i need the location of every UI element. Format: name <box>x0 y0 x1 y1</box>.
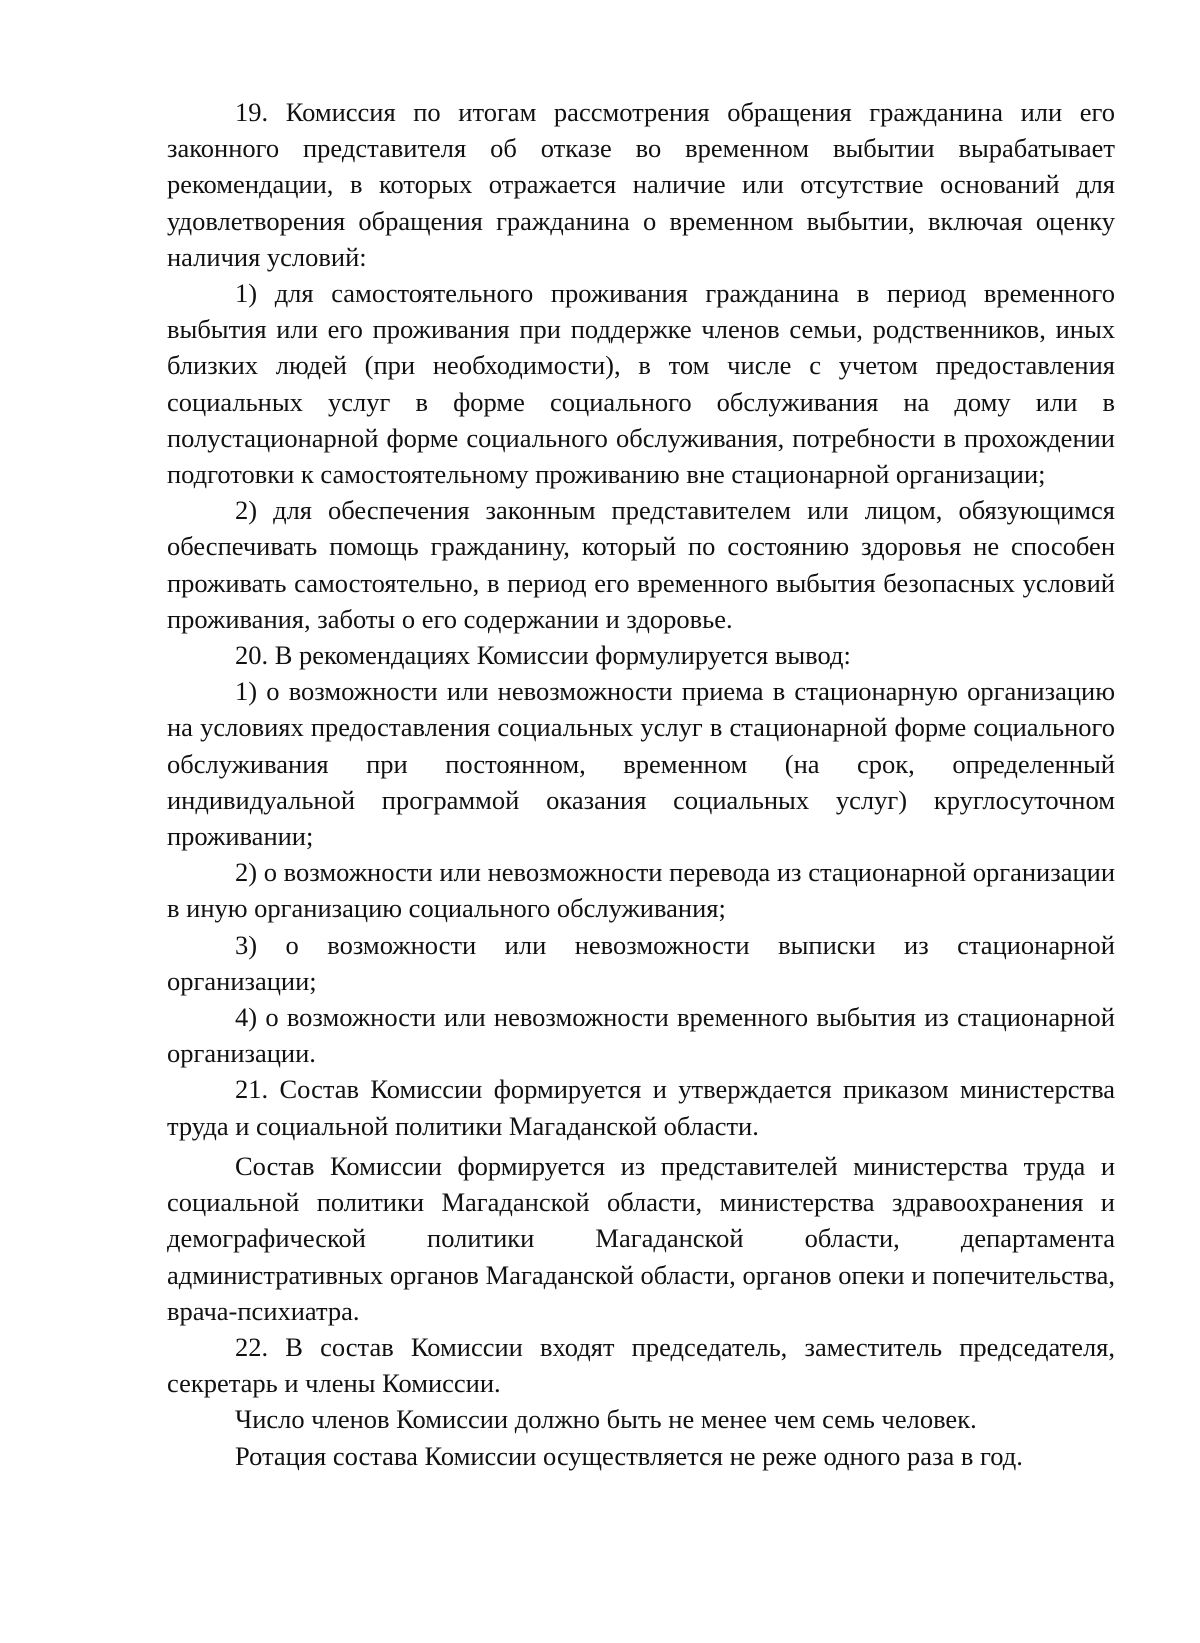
paragraph-20-item-3: 3) о возможности или невозможности выписки из стационарной организации; <box>167 929 1115 996</box>
paragraph-19-item-2: 2) для обеспечения законным представителем или лицом, обязующимся обеспечивать помощь гражданину, который по состоянию здоровья не способен проживать самостоятельно, в период его временного выбытия безопасных условий проживания, заботы о его содержании и здоровье. <box>167 495 1115 634</box>
paragraph-22: 22. В состав Комиссии входят председатель, заместитель председателя, секретарь и члены Комиссии. <box>167 1331 1115 1399</box>
paragraph-21: 21. Состав Комиссии формируется и утверждается приказом министерства труда и социальной политики Магаданской области. <box>167 1074 1115 1141</box>
paragraph-19-item-1: 1) для самостоятельного проживания гражданина в период временного выбытия или его проживания при поддержке членов семьи, родственников, иных близких людей (при необходимости), в том числе с учетом предоставления социальных услуг в форме социального обслуживания на дому или в полустационарной форме социального обслуживания, потребности в прохождении подготовки к самостоятельному проживанию вне стационарной организации; <box>167 278 1115 490</box>
paragraph-22-rotation: Ротация состава Комиссии осуществляется не реже одного раза в год. <box>235 1440 1023 1471</box>
paragraph-19: 19. Комиссия по итогам рассмотрения обращения гражданина или его законного представителя об отказе во временном выбытии вырабатывает рекомендации, в которых отражается наличие или отсутствие оснований для удовлетворения обращения гражданина о временном выбытии, включая оценку наличия условий: <box>167 97 1115 272</box>
paragraph-20-item-2: 2) о возможности или невозможности перевода из стационарной организации в иную организацию социального обслуживания; <box>167 857 1115 924</box>
paragraph-20: 20. В рекомендациях Комиссии формулируется вывод: <box>235 640 851 671</box>
paragraph-20-item-4: 4) о возможности или невозможности временного выбытия из стационарной организации. <box>167 1002 1115 1069</box>
paragraph-22-member-count: Число членов Комиссии должно быть не менее чем семь человек. <box>235 1404 977 1435</box>
paragraph-21-composition: Состав Комиссии формируется из представителей министерства труда и социальной политики Магаданской области, министерства здравоохранения и демографической политики Магаданской области, департамента административных органов Магаданской области, органов опеки и попечительства, врача-психиатра. <box>167 1150 1115 1326</box>
document-page <box>167 94 1115 1474</box>
paragraph-20-item-1: 1) о возможности или невозможности приема в стационарную организацию на условиях предоставления социальных услуг в стационарной форме социального обслуживания при постоянном, временном (на срок, определенный индивидуальной программой оказания социальных услуг) круглосуточном проживании; <box>167 676 1115 852</box>
